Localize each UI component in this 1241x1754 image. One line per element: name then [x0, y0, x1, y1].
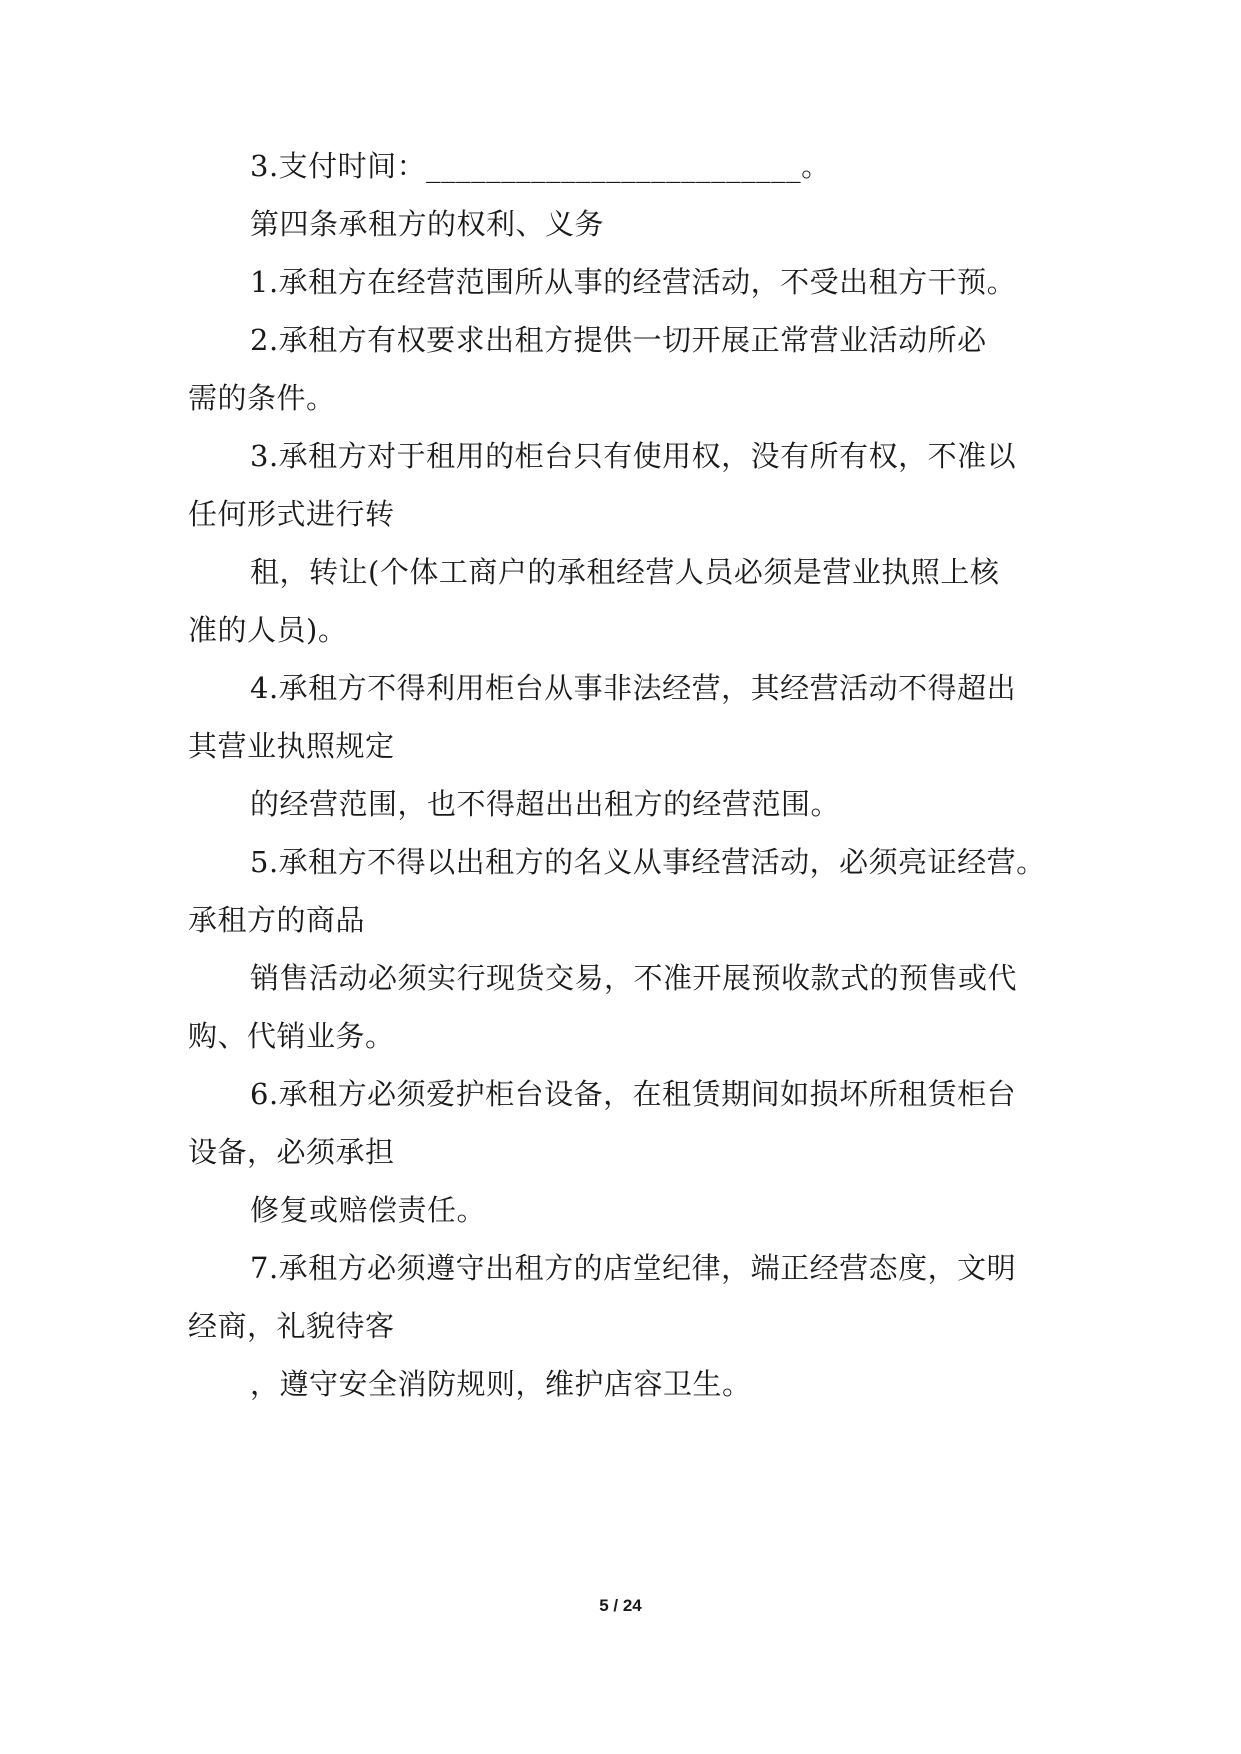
- clause-2-line-1: 2.承租方有权要求出租方提供一切开展正常营业活动所必: [250, 323, 987, 357]
- clause-7-line-2: 经商，礼貌待客: [188, 1309, 395, 1343]
- clause-5-line-3: 销售活动必须实行现货交易，不准开展预收款式的预售或代: [250, 961, 1018, 995]
- clause-4-line-1: 4.承租方不得利用柜台从事非法经营，其经营活动不得超出: [250, 671, 1017, 705]
- clause-7-line-3: ，遵守安全消防规则，维护店容卫生。: [250, 1367, 752, 1401]
- clause-4-line-2: 其营业执照规定: [188, 729, 395, 763]
- clause-3-line-2: 任何形式进行转: [188, 497, 395, 531]
- clause-3-line-1: 3.承租方对于租用的柜台只有使用权，没有所有权，不准以: [250, 439, 1017, 473]
- clause-6-line-1: 6.承租方必须爱护柜台设备，在租赁期间如损坏所租赁柜台: [250, 1077, 1017, 1111]
- payment-time-line: 3.支付时间：_________________________。: [250, 149, 831, 183]
- clause-4-line-3: 的经营范围，也不得超出出租方的经营范围。: [250, 787, 841, 821]
- clause-6-line-3: 修复或赔偿责任。: [250, 1193, 487, 1227]
- clause-6-line-2: 设备，必须承担: [188, 1135, 395, 1169]
- clause-5-line-1: 5.承租方不得以出租方的名义从事经营活动，必须亮证经营。: [250, 845, 1046, 879]
- clause-5-line-4: 购、代销业务。: [188, 1019, 395, 1053]
- page-number: 5 / 24: [599, 1596, 642, 1615]
- clause-2-line-2: 需的条件。: [188, 381, 336, 415]
- clause-1-line-1: 1.承租方在经营范围所从事的经营活动，不受出租方干预。: [250, 265, 1017, 299]
- clause-3-line-4: 准的人员)。: [188, 613, 348, 647]
- clause-3-line-3: 租，转让(个体工商户的承租经营人员必须是营业执照上核: [250, 555, 1000, 589]
- clause-5-line-2: 承租方的商品: [188, 903, 366, 937]
- section-heading: 第四条承租方的权利、义务: [250, 207, 605, 241]
- clause-7-line-1: 7.承租方必须遵守出租方的店堂纪律，端正经营态度，文明: [250, 1251, 1017, 1285]
